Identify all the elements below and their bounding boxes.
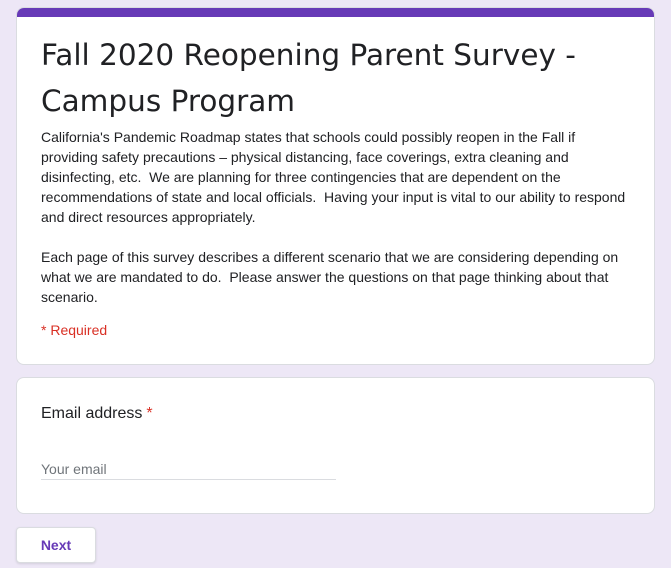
required-note: * Required	[41, 322, 108, 338]
required-asterisk: *	[146, 405, 153, 422]
form-description: California's Pandemic Roadmap states that schools could possibly reopen in the Fall if providing safety precautions – physical distancing, face coverings, extra cleaning and disinfecting, etc. We are planning for three contingencies that are dependent on the recommendations of state and local officials. Having your input is vital to our ability to respond and direct resources appropriately. Each page of this survey describes a different scenario that we are considering depending on what we are mandated to do. Please answer the questions on that page thinking about that scenario.	[41, 129, 626, 305]
question-card-email	[16, 377, 655, 514]
question-title	[41, 404, 153, 424]
form-title: Fall 2020 Reopening Parent Survey - Campus Program	[41, 38, 576, 118]
email-field[interactable]	[41, 458, 336, 480]
header-accent-bar	[16, 7, 655, 17]
next-button[interactable]: Next	[16, 527, 96, 563]
question-label-text: Email address	[41, 405, 143, 422]
form-header-card	[16, 7, 655, 365]
